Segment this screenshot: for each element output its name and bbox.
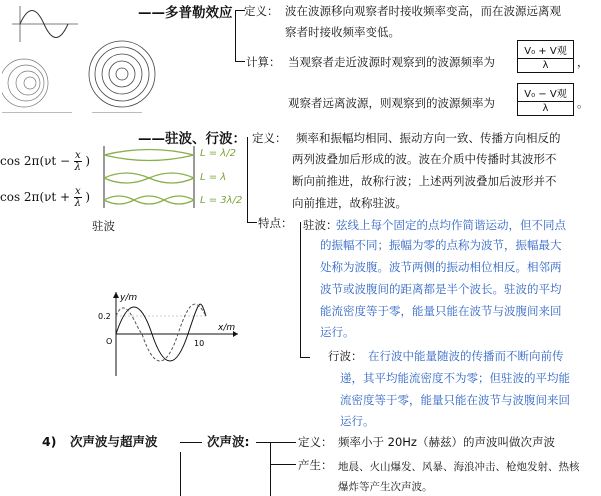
graph-xlabel: x/m	[218, 323, 236, 333]
graph-origin: O	[106, 337, 113, 346]
graph-solid-wave	[116, 304, 206, 361]
doppler-formula-approach	[517, 40, 574, 73]
formula-denominator: λ	[542, 103, 549, 114]
standing-branch-line	[247, 137, 248, 223]
mode-label-threehalf: L = 3λ/2	[200, 195, 243, 206]
standing-feature-line2: 的振幅不同；振幅为零的点称为波节，振幅最大	[320, 238, 562, 252]
wave-formula-plus	[0, 186, 90, 209]
doppler-def-label: 定义：	[244, 4, 279, 18]
standing-def-label: 定义：	[252, 131, 287, 145]
feature-label: 特点：	[258, 216, 293, 230]
doppler-circles-small	[2, 55, 62, 110]
infrasound-prod-line2: 爆炸等产生次声波。	[338, 481, 433, 493]
graph-dashed-wave	[116, 304, 206, 361]
traveling-feature-label: 行波：	[328, 349, 363, 363]
formula-denominator: λ	[542, 60, 549, 71]
section-connector	[180, 442, 202, 443]
standing-feature-label: 驻波：	[303, 218, 338, 232]
doppler-def-line1: 波在波源移向观察者时接收频率变高，而在波源远离观	[285, 4, 561, 18]
traveling-feature-line3: 流密度等于零，能量只能在波节与波腹间来回	[340, 393, 570, 407]
section-number: 4)	[42, 434, 57, 449]
infrasound-prod-connector	[270, 464, 296, 465]
doppler-formula-recede	[517, 83, 574, 116]
doppler-calc-line1: 当观察者走近波源时观察到的波源频率为	[288, 55, 495, 69]
formula-paren: )	[85, 154, 91, 168]
doppler-calc-line2: 观察者远离波源，则观察到的波源频率为	[288, 96, 495, 110]
formula-x: x	[74, 186, 81, 197]
standing-def-line2: 两列波叠加后形成的波。波在介质中传播时其波形不	[292, 152, 557, 166]
formula-numerator: V₀ − V观	[518, 84, 573, 102]
formula-lambda: λ	[74, 162, 81, 173]
infrasound-prod-label: 产生：	[298, 458, 333, 472]
feature-branch-line	[300, 222, 301, 358]
formula-cos: cos 2π(νt −	[0, 154, 71, 168]
doppler-calc-line2-end: 。	[577, 96, 589, 110]
doppler-calc-line1-end: ，	[577, 55, 589, 69]
formula-x: x	[74, 150, 81, 161]
doppler-branch-line	[235, 10, 236, 62]
standing-def-line3: 断向前推进，故称行波；上述两列波叠加后波形并不	[292, 174, 557, 188]
standing-feature-line3: 处称为波腹。波节两侧的振动相位相反。相邻两	[320, 260, 562, 274]
doppler-title: ——多普勒效应	[138, 5, 233, 21]
standing-feature-line5: 能流密度等于零，能量只能在波节与波腹间来回	[320, 304, 562, 318]
section-branch-line	[180, 452, 181, 496]
infrasound-connector	[256, 442, 270, 443]
standing-def-line4: 向前推进，故称驻波。	[292, 196, 407, 210]
figure-caption-placeholder	[2, 112, 162, 118]
standing-feature-connector	[247, 222, 257, 223]
graph-xtick: 10	[194, 339, 205, 348]
formula-cos: cos 2π(νt +	[0, 190, 71, 204]
standing-def-line1: 频率和振幅均相同、振动方向一致、传播方向相反的	[296, 131, 561, 145]
mode-label-half: L = λ/2	[200, 148, 236, 159]
doppler-calc-connector	[235, 61, 245, 62]
sine-wave-sketch	[10, 2, 80, 46]
infrasound-title: 次声波:	[207, 434, 250, 449]
formula-lambda: λ	[74, 198, 81, 209]
traveling-connector	[300, 357, 310, 358]
traveling-feature-line4: 运行。	[340, 414, 375, 428]
wave-graph	[96, 288, 246, 378]
standing-feature-line6: 运行。	[320, 325, 355, 339]
formula-paren: )	[85, 190, 91, 204]
doppler-calc-label: 计算：	[246, 55, 281, 69]
graph-ytick: 0.2	[98, 312, 111, 321]
infrasound-prod-line1: 地晨、火山爆发、风暴、海浪冲击、枪炮发射、热核	[338, 461, 580, 473]
standing-title: ——驻波、行波：	[138, 131, 246, 147]
formula-numerator: V₀ + V观	[518, 41, 573, 59]
traveling-feature-line1: 在行波中能量随波的传播而不断向前传	[368, 349, 564, 363]
infrasound-branch-line	[270, 442, 271, 496]
infrasound-def-connector	[270, 442, 296, 443]
traveling-feature-line2: 递，其平均能流密度不为零；但驻波的平均能	[340, 371, 570, 385]
standing-feature-line4: 波节或波腹间的距离都是半个波长。驻波的平均	[320, 282, 562, 296]
doppler-def-line2: 察者时接收频率变低。	[285, 25, 400, 39]
standing-feature-line1: 弦线上每个固定的点均作简谐运动，但不同点	[336, 218, 566, 232]
infrasound-def-text: 频率小于 20Hz（赫兹）的声波叫做次声波	[338, 435, 555, 449]
section-title: 次声波与超声波	[70, 434, 158, 449]
graph-ylabel: y/m	[120, 293, 138, 303]
standing-wave-caption: 驻波	[92, 219, 115, 233]
infrasound-def-label: 定义：	[298, 435, 333, 449]
mode-label-full: L = λ	[200, 172, 227, 183]
doppler-circles-large	[82, 40, 160, 112]
wave-formula-minus	[0, 150, 90, 173]
